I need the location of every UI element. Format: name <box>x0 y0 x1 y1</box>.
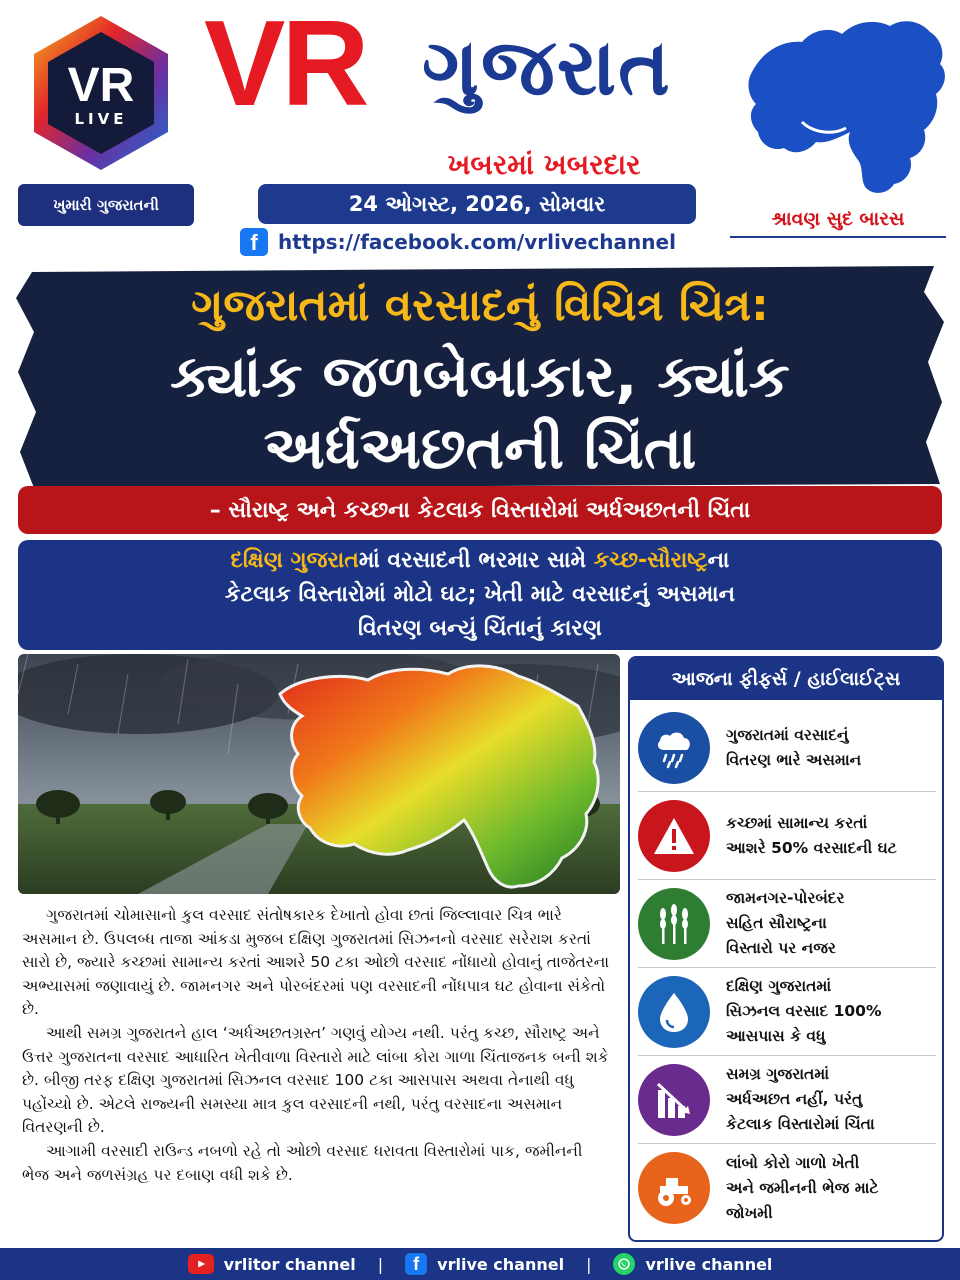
tithi-label: શ્રાવણ સુદ બારસ <box>730 208 946 238</box>
summary-text-2: ના <box>707 548 730 573</box>
facebook-icon: f <box>240 228 268 256</box>
summary-line-2: કેટલાક વિસ્તારોમાં મોટો ઘટ; ખેતી માટે વરસાદનું અસમાન <box>224 582 736 607</box>
whatsapp-icon <box>613 1253 635 1275</box>
highlight-text: કચ્છમાં સામાન્ય કરતાં આશરે 50% વરસાદની ઘટ <box>726 813 897 857</box>
headline-banner <box>14 262 946 490</box>
subheadline: – સૌરાષ્ટ્ર અને કચ્છના કેટલાક વિસ્તારોમાં અર્ધઅછતની ચિંતા <box>18 486 942 534</box>
logo-vr-text: VR <box>67 59 135 112</box>
article-paragraph-1: ગુજરાતમાં ચોમાસાનો કુલ વરસાદ સંતોષકારક દેખાતો હોવા છતાં જિલ્લાવાર ચિત્ર ભારે અસમાન છે. ઉપલબ્ધ તાજા આંકડા મુજબ દક્ષિણ ગુજરાતમાં સિઝનનો વરસાદ સરેરાશ કરતાં સારો છે, જ્યારે કચ્છમાં સામાન્ય કરતાં આશરે 50 ટકા ઓછો વરસાદ નોંધાયો હોવાનું તાજેતરના અભ્યાસમાં જણાવાયું છે. જામનગર અને પોરબંદરમાં પણ વરસાદની નોંધપાત્ર ઘટ હોવાના સંકેતો છે. <box>22 906 610 1019</box>
facebook-url[interactable]: https://facebook.com/vrlivechannel <box>278 230 676 254</box>
facebook-link[interactable] <box>240 228 676 256</box>
highlight-item <box>638 968 936 1056</box>
highlight-text: જામનગર-પોરબંદર સહિત સૌરાષ્ટ્રના વિસ્તારો પર નજર <box>726 889 845 957</box>
facebook-icon: f <box>405 1253 427 1275</box>
vr-live-logo[interactable] <box>30 14 172 172</box>
highlights-panel <box>628 656 944 1242</box>
highlight-text: સમગ્ર ગુજરાતમાં અર્ધઅછત નહીં, પરંતુ કેટલાક વિસ્તારોમાં ચિંતા <box>726 1065 875 1133</box>
youtube-link[interactable] <box>188 1254 356 1274</box>
side-tagline: ખુમારી ગુજરાતની <box>18 184 194 226</box>
summary-box <box>18 540 942 650</box>
date-badge: 24 ઓગસ્ટ, 2026, સોમવાર <box>258 184 696 224</box>
wheat-icon <box>638 888 710 960</box>
rain-map-image <box>18 654 620 894</box>
headline-line-1: ગુજરાતમાં વરસાદનું વિચિત્ર ચિત્ર: <box>191 280 769 331</box>
footer-bar <box>0 1248 960 1280</box>
facebook-channel[interactable]: vrlive channel <box>437 1254 565 1274</box>
warning-icon <box>638 800 710 872</box>
article-paragraph-2: આથી સમગ્ર ગુજરાતને હાલ ‘અર્ધઅછતગ્રસ્ત’ ગણવું યોગ્ય નથી. પરંતુ કચ્છ, સૌરાષ્ટ્ર અને ઉત્તર ગુજરાતના વરસાદ આધારિત ખેતીવાળા વિસ્તારો માટે લાંબા કોરા ગાળા ચિંતાજનક બની શકે છે. બીજી તરફ દક્ષિણ ગુજરાતમાં સિઝનલ વરસાદ 100 ટકા આસપાસ અથવા તેનાથી વધુ પહોંચ્યો છે. એટલે રાજ્યની સમસ્યા માત્ર કુલ વરસાદની નથી, પરંતુ વરસાદના અસમાન વિતરણની છે. <box>22 1023 609 1137</box>
youtube-icon <box>188 1254 214 1274</box>
logo-live-text: LIVE <box>74 110 128 128</box>
facebook-footer-link[interactable] <box>405 1253 564 1275</box>
summary-line-1 <box>18 544 942 578</box>
highlight-item <box>638 880 936 968</box>
gujarat-map-icon <box>742 12 952 200</box>
summary-highlight-south: દક્ષિણ ગુજરાત <box>230 548 359 573</box>
highlight-item <box>638 704 936 792</box>
footer-separator: | <box>377 1254 384 1274</box>
rain-field-illustration <box>18 654 620 894</box>
rain-cloud-icon <box>638 712 710 784</box>
article-body <box>22 904 614 1187</box>
summary-highlight-kutch: કચ્છ-સૌરાષ્ટ્ર <box>593 548 708 573</box>
summary-line-3: વિતરણ બન્યું ચિંતાનું કારણ <box>358 616 602 641</box>
water-drop-icon <box>638 976 710 1048</box>
brand-name: ગુજરાત <box>422 23 672 111</box>
whatsapp-channel[interactable]: vrlive channel <box>645 1254 773 1274</box>
footer-separator: | <box>586 1254 592 1274</box>
highlight-text: ગુજરાતમાં વરસાદનું વિતરણ ભારે અસમાન <box>726 725 862 769</box>
declining-chart-icon <box>638 1064 710 1136</box>
summary-text-1: માં વરસાદની ભરમાર સામે <box>358 548 594 573</box>
headline-line-3: અર્ધઅછતની ચિંતા <box>263 414 697 482</box>
tractor-icon <box>638 1152 710 1224</box>
highlight-item <box>638 792 936 880</box>
brand-masthead <box>204 0 724 181</box>
highlights-title: આજના ફીફર્સ / હાઈલાઈટ્સ <box>630 658 942 700</box>
youtube-channel[interactable]: vrlitor channel <box>223 1254 356 1274</box>
article-paragraph-3: આગામી વરસાદી રાઉન્ડ નબળો રહે તો ઓછો વરસાદ ધરાવતા વિસ્તારોમાં પાક, જમીનની ભેજ અને જળસંગ્રહ પર દબાણ વધી શકે છે. <box>22 1141 583 1184</box>
header <box>0 0 960 258</box>
brand-tagline: ખબરમાં ખબરદાર <box>447 148 641 181</box>
highlight-item <box>638 1144 936 1232</box>
highlight-text: દક્ષિણ ગુજરાતમાં સિઝનલ વરસાદ 100% આસપાસ કે વધુ <box>726 977 882 1045</box>
whatsapp-link[interactable] <box>613 1253 772 1275</box>
highlight-item <box>638 1056 936 1144</box>
headline-line-2: ક્યાંક જળબેબાકાર, ક્યાંક <box>170 342 790 410</box>
highlight-text: લાંબો કોરો ગાળો ખેતી અને જમીનની ભેજ માટે જોખમી <box>726 1153 879 1222</box>
brand-vr: VR <box>204 0 366 131</box>
